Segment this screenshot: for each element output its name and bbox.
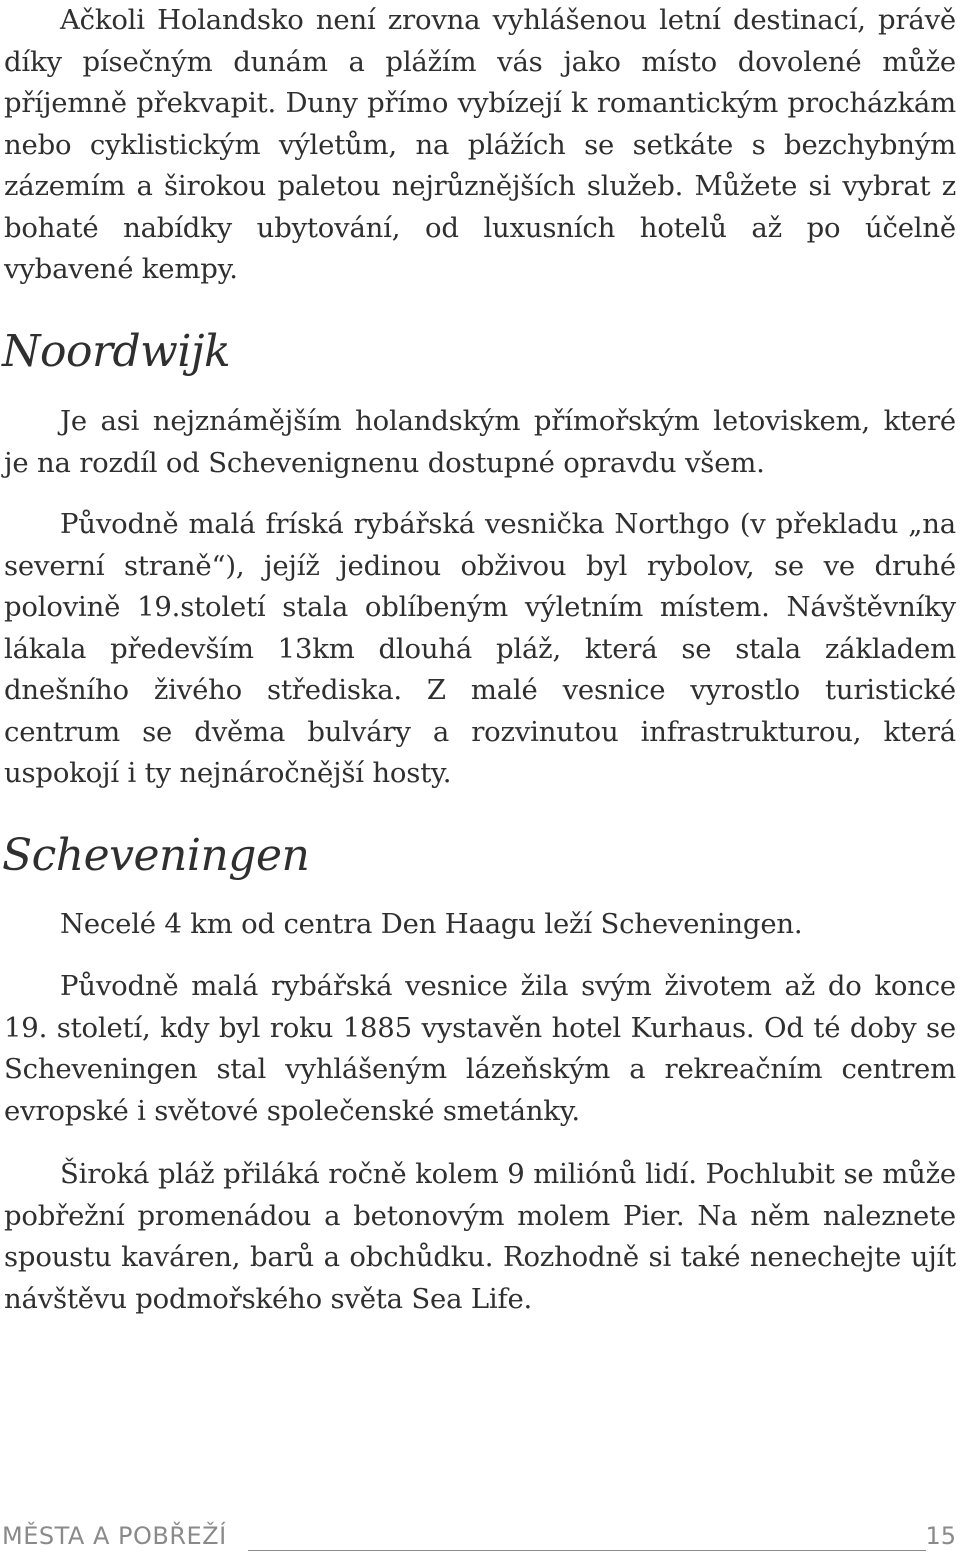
section-heading-scheveningen: Scheveningen — [2, 830, 310, 881]
noordwijk-paragraph-1: Je asi nejznámějším holandským přímořským letoviskem, které je na rozdíl od Schevenignenu dostupné opravdu všem. — [4, 405, 956, 479]
footer-rule — [248, 1550, 926, 1551]
footer-section-title: MĚSTA A POBŘEŽÍ — [2, 1522, 227, 1550]
scheveningen-paragraph-2: Původně malá rybářská vesnice žila svým životem až do konce 19. století, kdy byl roku 1885 vystavěn hotel Kurhaus. Od té doby se Scheveningen stal vyhlášeným lázeňským a rekreačním centrem evropské i světové společenské smetánky. — [4, 970, 956, 1127]
page-number: 15 — [925, 1522, 956, 1550]
intro-paragraph: Ačkoli Holandsko není zrovna vyhlášenou letní destinací, právě díky písečným dunám a plážím vás jako místo dovolené může příjemně překvapit. Duny přímo vybízejí k romantickým procházkám nebo cyklistickým výletům, na plážích se setkáte s bezchybným zázemím a širokou paletou nejrůznějších služeb. Můžete si vybrat z bohaté nabídky ubytování, od luxusních hotelů až po účelně vybavené kempy. — [4, 4, 956, 285]
page-footer — [0, 1517, 960, 1557]
scheveningen-paragraph-3: Široká pláž přiláká ročně kolem 9 miliónů lidí. Pochlubit se může pobřežní promenádou a betonovým molem Pier. Na něm naleznete spoustu kaváren, barů a obchůdku. Rozhodně si také nenechejte ujít návštěvu podmořského světa Sea Life. — [4, 1158, 956, 1315]
noordwijk-paragraph-2: Původně malá fríská rybářská vesnička Northgo (v překladu „na severní straně“), jejíž jedinou obživou byl rybolov, se ve druhé polovině 19.století stala oblíbeným výletním místem. Návštěvníky lákala především 13km dlouhá pláž, která se stala základem dnešního živého střediska. Z malé vesnice vyrostlo turistické centrum se dvěma bulváry a rozvinutou infrastrukturou, která uspokojí i ty nejnáročnější hosty. — [4, 508, 956, 789]
scheveningen-paragraph-1: Necelé 4 km od centra Den Haagu leží Scheveningen. — [60, 908, 803, 940]
section-heading-noordwijk: Noordwijk — [2, 326, 231, 377]
